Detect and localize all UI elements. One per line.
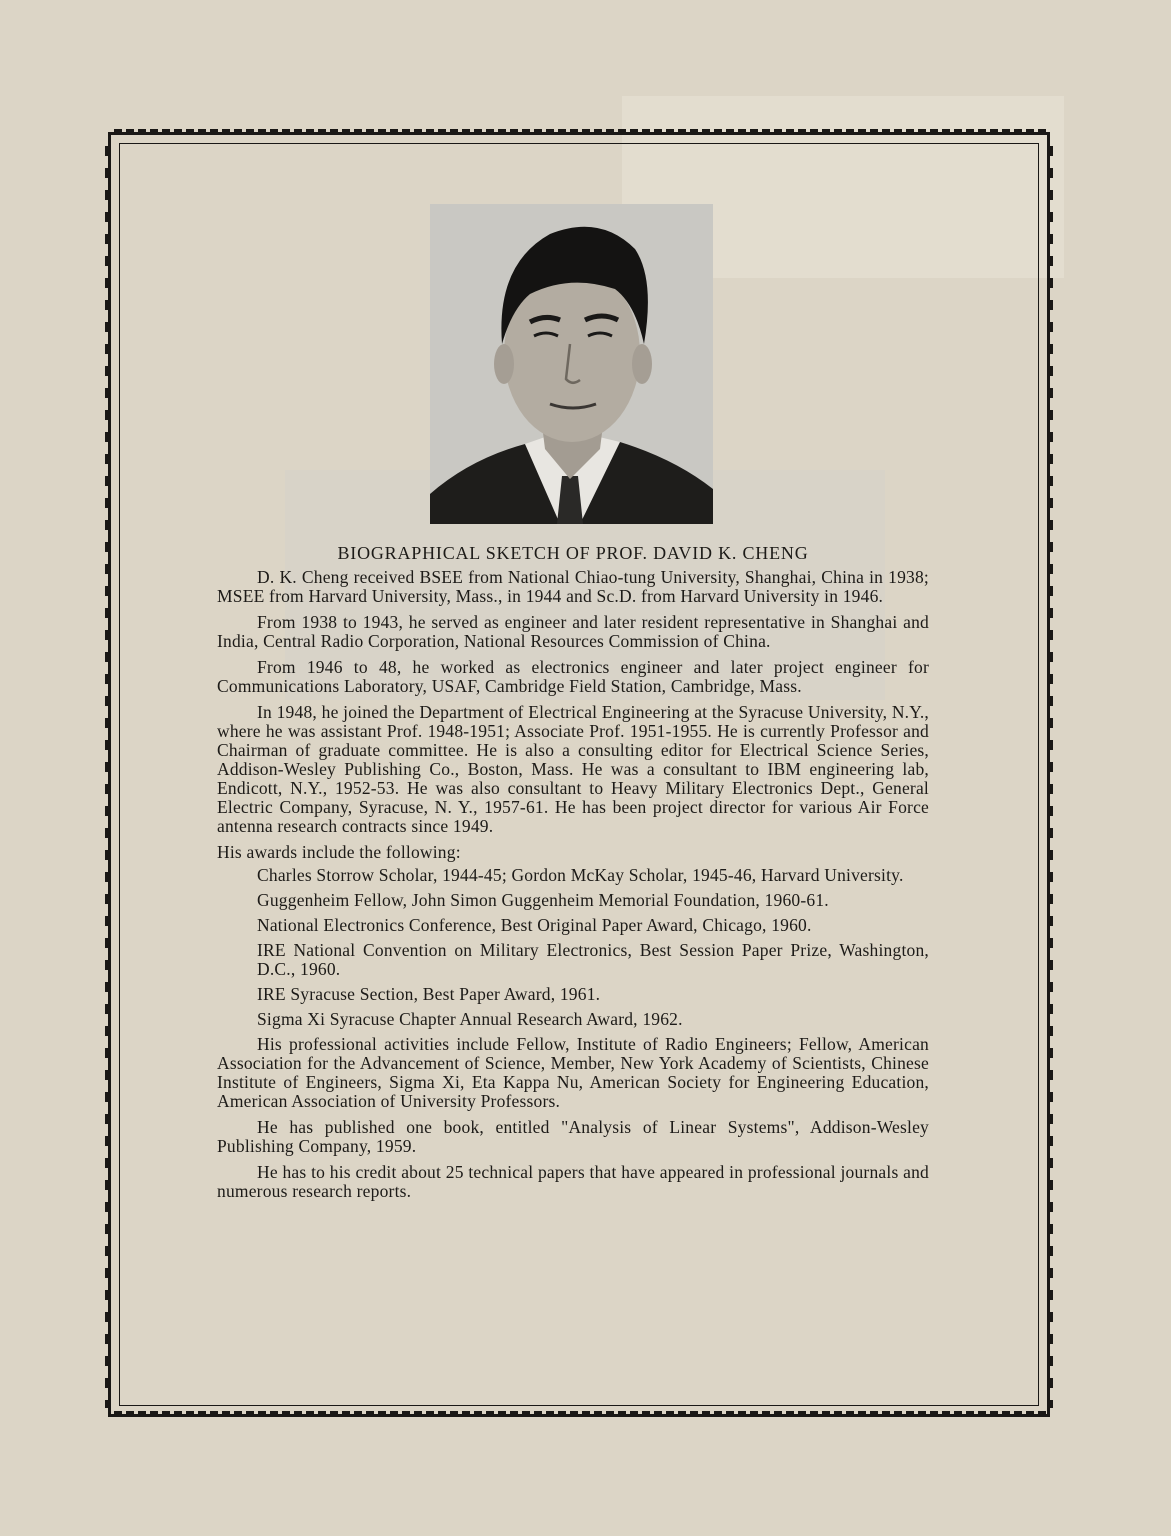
award-item: Charles Storrow Scholar, 1944-45; Gordon McKay Scholar, 1945-46, Harvard University.: [257, 865, 904, 885]
awards-intro: His awards include the following:: [217, 842, 461, 862]
closing-paragraph: His professional activities include Fellow, Institute of Radio Engineers; Fellow, American Association for the Advancement of Science, Member, New York Academy of Scientists, Chinese Institute of Engineers, Sigma Xi, Eta Kappa Nu, American Society for Engineering Education, American Association of University Professors.: [217, 1034, 929, 1111]
page-title: BIOGRAPHICAL SKETCH OF PROF. DAVID K. CHENG: [337, 543, 809, 563]
award-item: IRE National Convention on Military Electronics, Best Session Paper Prize, Washington, D.C., 1960.: [257, 940, 929, 979]
closing-paragraph: He has published one book, entitled "Analysis of Linear Systems", Addison-Wesley Publishing Company, 1959.: [217, 1117, 929, 1156]
award-item: IRE Syracuse Section, Best Paper Award, 1961.: [257, 984, 601, 1004]
bio-paragraph: In 1948, he joined the Department of Electrical Engineering at the Syracuse University, N.Y., where he was assistant Prof. 1948-1951; Associate Prof. 1951-1955. He is currently Professor and Chairman of graduate committee. He is also a consulting editor for Electrical Science Series, Addison-Wesley Publishing Co., Boston, Mass. He was a consultant to IBM engineering lab, Endicott, N.Y., 1952-53. He was also consultant to Heavy Military Electronics Dept., General Electric Company, Syracuse, N. Y., 1957-61. He has been project director for various Air Force antenna research contracts since 1949.: [217, 702, 929, 836]
portrait-image: [430, 204, 713, 524]
closing-paragraph: He has to his credit about 25 technical papers that have appeared in professional journals and numerous research reports.: [217, 1162, 929, 1201]
portrait-photo: [430, 204, 713, 524]
bio-paragraph: From 1938 to 1943, he served as engineer and later resident representative in Shanghai and India, Central Radio Corporation, National Resources Commission of China.: [217, 612, 929, 651]
award-item: National Electronics Conference, Best Original Paper Award, Chicago, 1960.: [257, 915, 812, 935]
award-item: Sigma Xi Syracuse Chapter Annual Research Award, 1962.: [257, 1009, 683, 1029]
bio-paragraph: D. K. Cheng received BSEE from National Chiao-tung University, Shanghai, China in 1938; MSEE from Harvard University, Mass., in 1944 and Sc.D. from Harvard University in 1946.: [217, 567, 929, 606]
award-item: Guggenheim Fellow, John Simon Guggenheim Memorial Foundation, 1960-61.: [257, 890, 829, 910]
bio-paragraph: From 1946 to 48, he worked as electronics engineer and later project engineer for Communications Laboratory, USAF, Cambridge Field Station, Cambridge, Mass.: [217, 657, 929, 696]
biography-text: [217, 544, 929, 1208]
